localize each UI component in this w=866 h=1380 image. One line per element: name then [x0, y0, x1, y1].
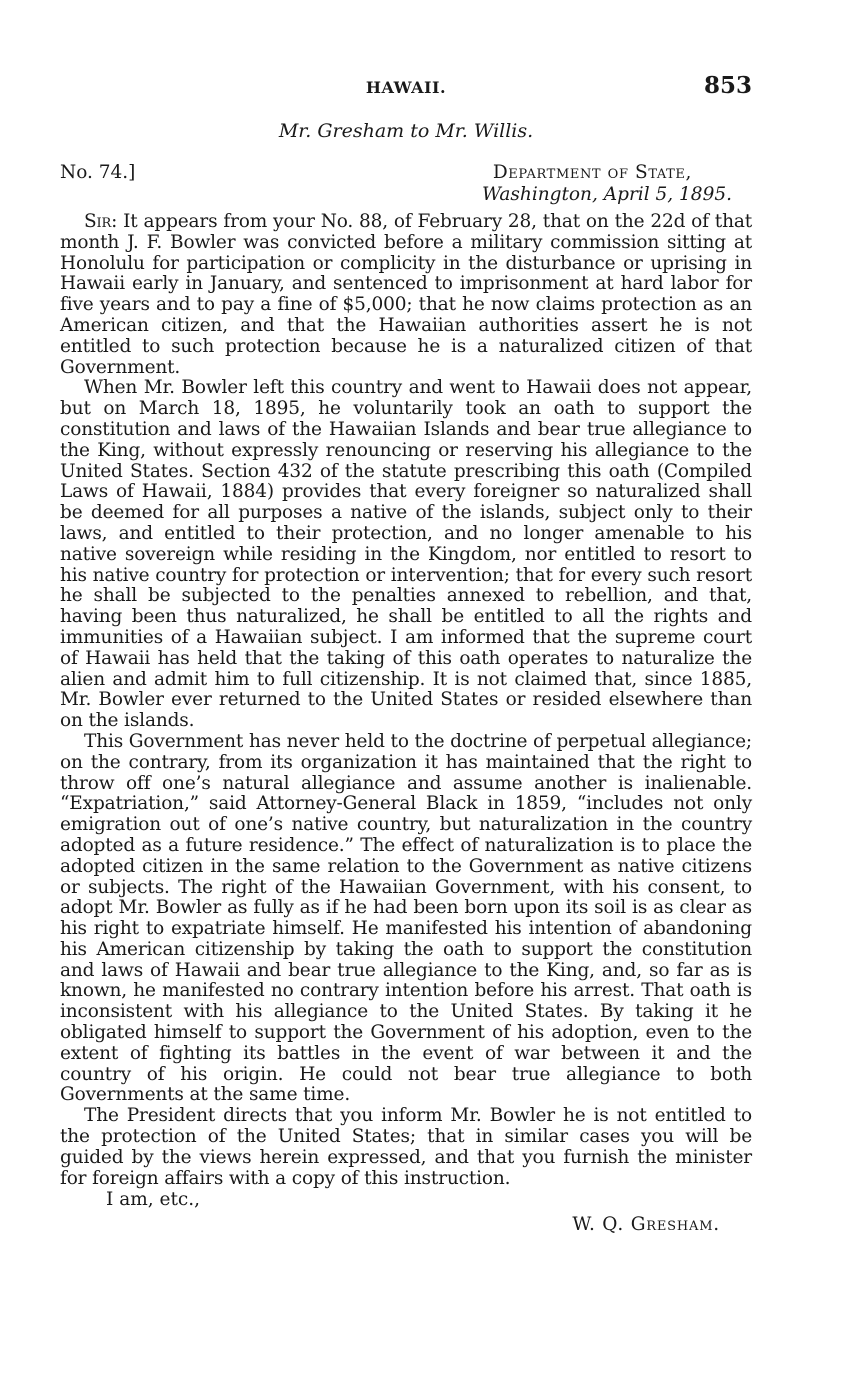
document-number: No. 74.]: [60, 162, 136, 183]
document-page: [60, 72, 752, 1235]
place-and-date: Washington, April 5, 1895.: [481, 184, 732, 205]
letter-title: Mr. Gresham to Mr. Willis.: [278, 120, 534, 142]
paragraph-4: The President directs that you inform Mr. Bowler he is not entitled to the protection of the United States; that in similar cases you will be guided by the views herein expressed, and that you furnish the minister for foreign affairs with a copy of this instruction.: [60, 1105, 752, 1189]
paragraph-1: [60, 212, 752, 378]
paragraph-2: When Mr. Bowler left this country and went to Hawaii does not appear, but on March 18, 1895, he voluntarily took an oath to support the constitution and laws of the Hawaiian Islands and bear true allegiance to the King, without expressly renouncing or reserving his allegiance to the United States. Section 432 of the statute prescribing this oath (Compiled Laws of Hawaii, 1884) provides that every foreigner so naturalized shall be deemed for all purposes a native of the islands, subject only to their laws, and entitled to their protection, and no longer amenable to his native sovereign while residing in the Kingdom, nor entitled to resort to his native country for protection or intervention; that for every such resort he shall be subjected to the penalties annexed to rebellion, and that, having been thus naturalized, he shall be entitled to all the rights and immunities of a Hawaiian subject. I am informed that the supreme court of Hawaii has held that the taking of this oath operates to naturalize the alien and admit him to full citizenship. It is not claimed that, since 1885, Mr. Bowler ever returned to the United States or resided elsewhere than on the islands.: [60, 377, 752, 732]
paragraph-3: This Government has never held to the doctrine of perpetual allegiance; on the contrary, from its organization it has maintained that the right to throw off one’s natural allegiance and assume another is inalienable. “Expatriation,” said Attorney-General Black in 1859, “includes not only emigration out of one’s native country, but naturalization in the country adopted as a future residence.” The effect of naturalization is to place the adopted citizen in the same relation to the Government as native citizens or subjects. The right of the Hawaiian Government, with his consent, to adopt Mr. Bowler as fully as if he had been born upon its soil is as clear as his right to expatriate himself. He manifested his intention of abandoning his American citizenship by taking the oath to support the constitution and laws of Hawaii and bear true allegiance to the King, and, so far as is known, he manifested no contrary intention before his arrest. That oath is inconsistent with his allegiance to the United States. By taking it he obligated himself to support the Government of his adoption, even to the extent of fighting its battles in the event of war between it and the country of his origin. He could not bear true allegiance to both Governments at the same time.: [60, 730, 752, 1106]
closing: I am, etc.,: [106, 1189, 201, 1211]
page-number: 853: [703, 72, 752, 99]
paragraph-1-text: It appears from your No. 88, of February 28, that on the 22d of that month J. F. Bowler was convicted before a military commission sitting at Honolulu for participation or complicity in the disturbance or uprising in Hawaii early in January, and sentenced to imprisonment at hard labor for five years and to pay a fine of $5,000; that he now claims protection as an American citizen, and that the Hawaiian authorities assert he is not entitled to such protection because he is a naturalized citizen of that Government.: [60, 211, 752, 378]
dateline: [60, 162, 752, 212]
running-header: [60, 72, 752, 102]
running-title: HAWAII.: [365, 78, 447, 97]
salutation: Sir:: [84, 211, 118, 232]
signature: W. Q. Gresham.: [572, 1214, 720, 1236]
department-name: Department of State,: [492, 162, 692, 183]
